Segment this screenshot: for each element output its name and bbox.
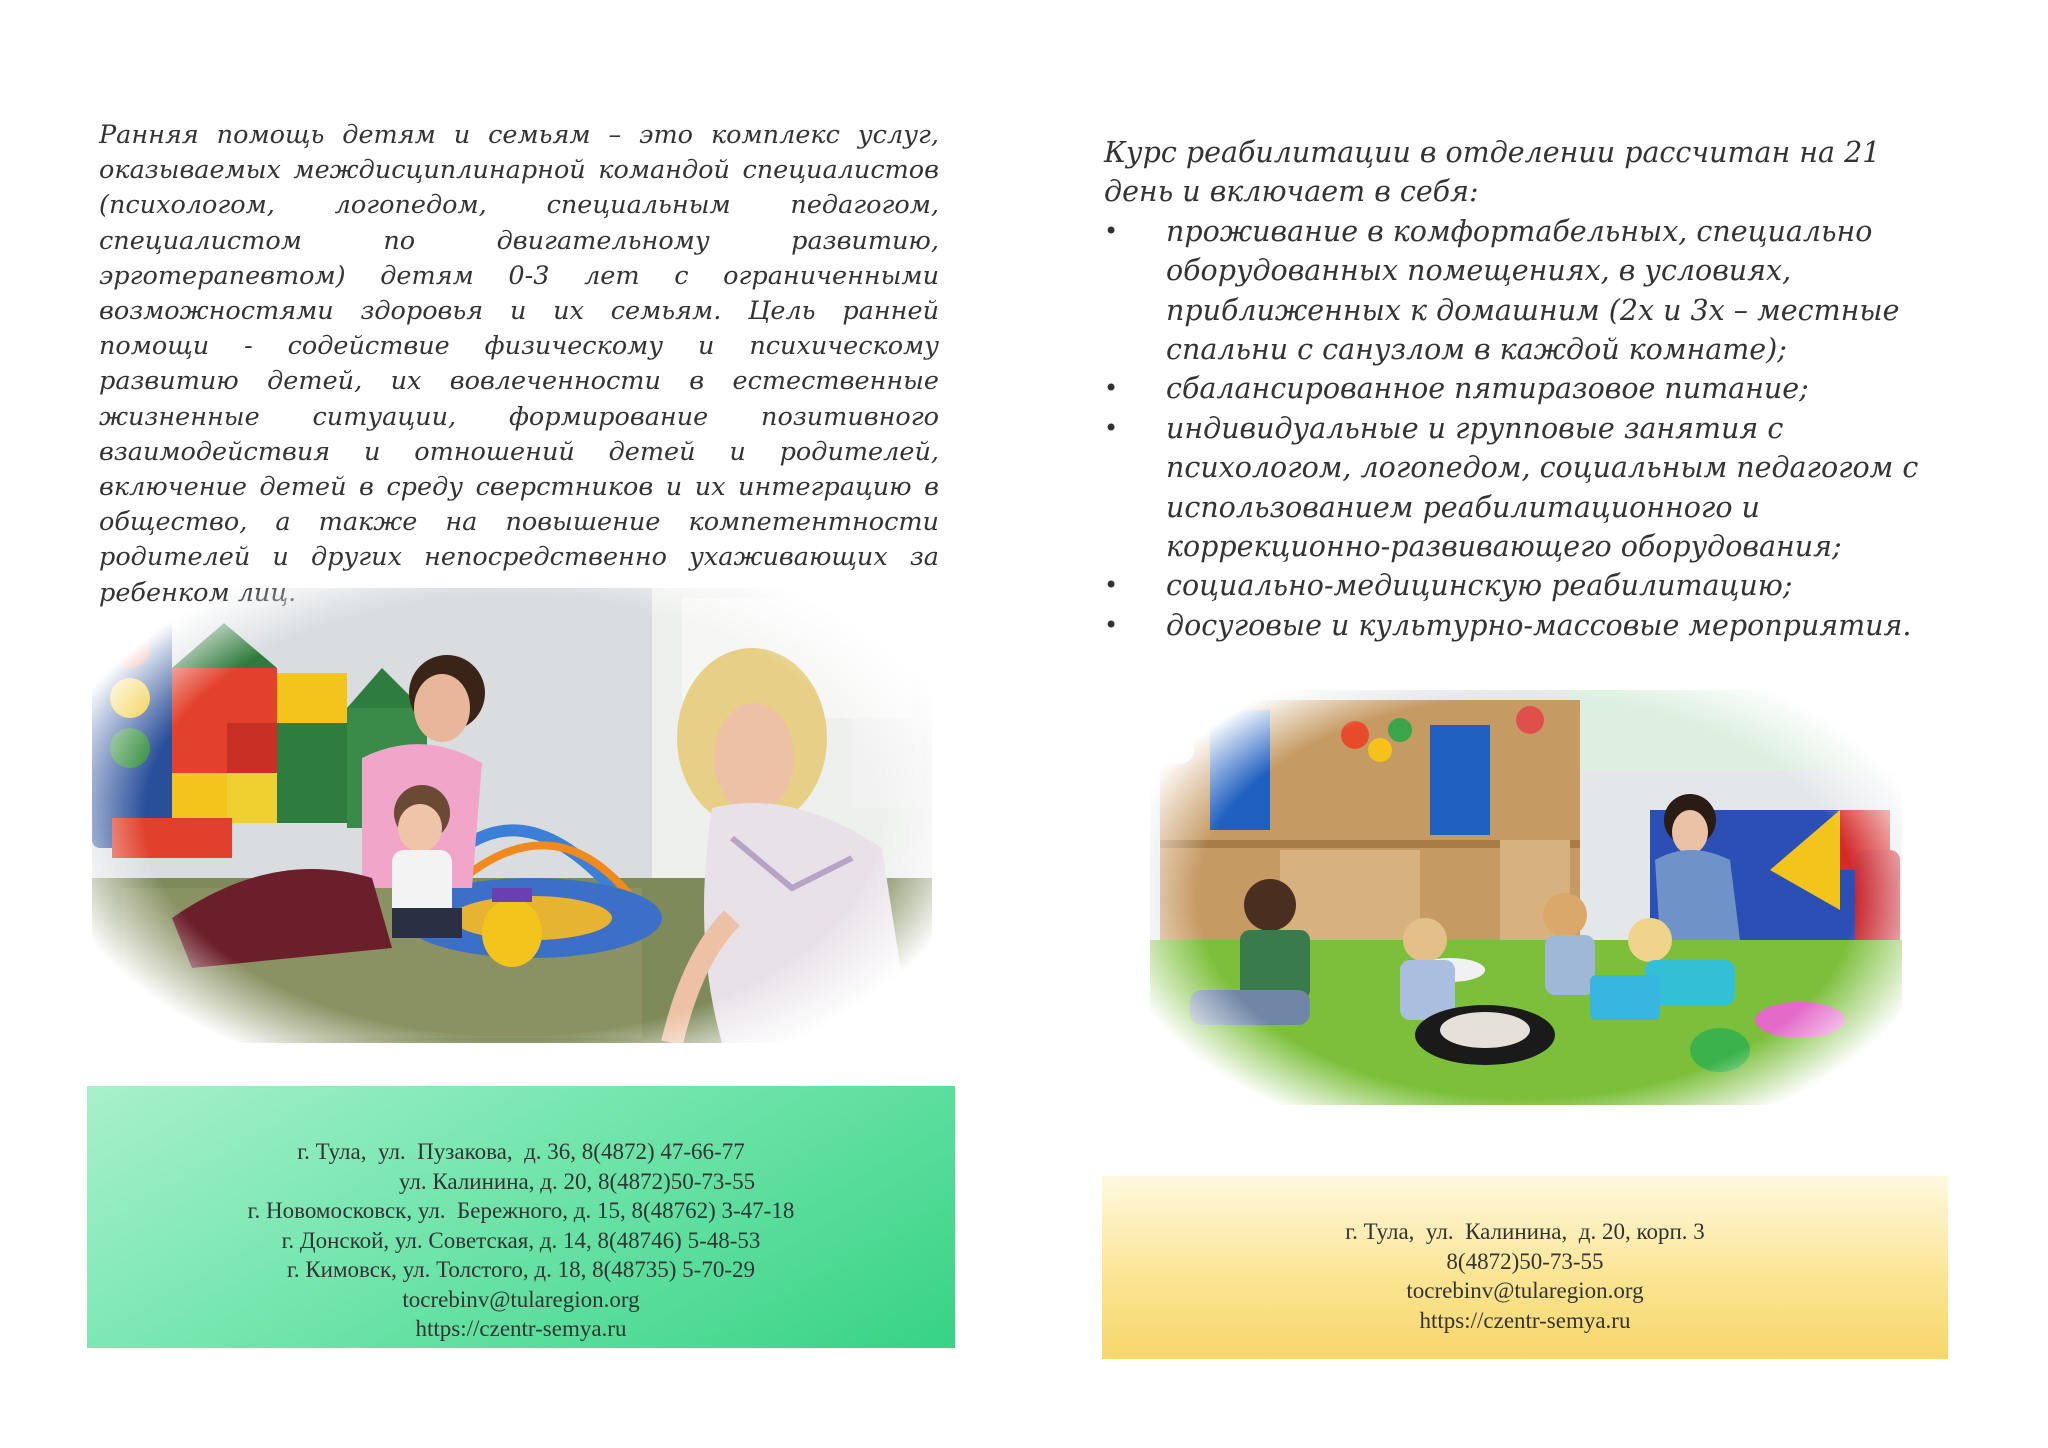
bullet-icon: • <box>1104 374 1119 403</box>
list-item <box>1104 212 1924 370</box>
bullet-icon: • <box>1104 413 1119 442</box>
contact-email[interactable]: tocrebinv@tularegion.org <box>1406 1278 1644 1303</box>
bullet-icon: • <box>1104 216 1119 245</box>
contact-website[interactable]: https://czentr-semya.ru <box>1419 1307 1631 1333</box>
photo-specialists-with-child <box>92 588 932 1043</box>
list-item <box>1104 409 1924 567</box>
contact-line: г. Тула, ул. Калинина, д. 20, корп. 3 <box>1345 1219 1705 1244</box>
contacts-box-right <box>1102 1176 1948 1359</box>
contact-line: г. Кимовск, ул. Толстого, д. 18, 8(48735) 5-70-29 <box>286 1257 756 1282</box>
contact-line: г. Новомосковск, ул. Бережного, д. 15, 8(48762) 3-47-18 <box>247 1198 795 1223</box>
list-item-text: индивидуальные и групповые занятия с психологом, логопедом, социальным педагогом с использованием реабилитационного и коррекционно-развивающего оборудования; <box>1166 411 1919 564</box>
list-item <box>1104 606 1924 645</box>
list-item-text: досуговые и культурно-массовые мероприятия. <box>1166 608 1912 642</box>
bullet-icon: • <box>1104 610 1119 639</box>
list-item <box>1104 566 1924 605</box>
list-item-text: социально-медицинскую реабилитацию; <box>1166 569 1793 603</box>
contacts-box-left <box>87 1086 955 1348</box>
list-item-text: проживание в комфортабельных, специально оборудованных помещениях, в условиях, приближенных к домашним (2х и 3х – местные спальни с санузлом в каждой комнате); <box>1166 214 1900 367</box>
course-list <box>1104 212 1924 645</box>
contact-line: 8(4872)50-73-55 <box>1446 1248 1604 1274</box>
contact-email[interactable]: tocrebinv@tularegion.org <box>402 1286 640 1312</box>
course-intro: Курс реабилитации в отделении рассчитан на 21 день и включает в себя: <box>1104 136 1881 209</box>
early-help-description: Ранняя помощь детям и семьям – это комплекс услуг, оказываемых междисциплинарной командой специалистов (психологом, логопедом, специальным педагогом, специалистом по двигательному развитию, эрготерапевтом) детям 0-3 лет с ограниченными возможностями здоровья и их семьям. Цель ранней помощи - содействие физическому и психическому развитию детей, их вовлеченности в естественные жизненные ситуации, формирование позитивного взаимодействия и отношений детей и родителей, включение детей в среду сверстников и их интеграцию в общество, а также на повышение компетентности родителей и других непосредственно ухаживающих за <box>99 120 939 573</box>
photo-children-playroom <box>1150 690 1902 1105</box>
contact-website[interactable]: https://czentr-semya.ru <box>415 1316 627 1341</box>
list-item <box>1104 369 1924 408</box>
contact-line: г. Донской, ул. Советская, д. 14, 8(48746) 5-48-53 <box>281 1227 761 1253</box>
contact-line: ул. Калинина, д. 20, 8(4872)50-73-55 <box>398 1168 756 1194</box>
list-item-text: сбалансированное пятиразовое питание; <box>1166 372 1809 406</box>
bullet-icon: • <box>1104 571 1119 600</box>
contact-line: г. Тула, ул. Пузакова, д. 36, 8(4872) 47-66-77 <box>297 1139 745 1164</box>
rehabilitation-course <box>1104 133 1924 645</box>
